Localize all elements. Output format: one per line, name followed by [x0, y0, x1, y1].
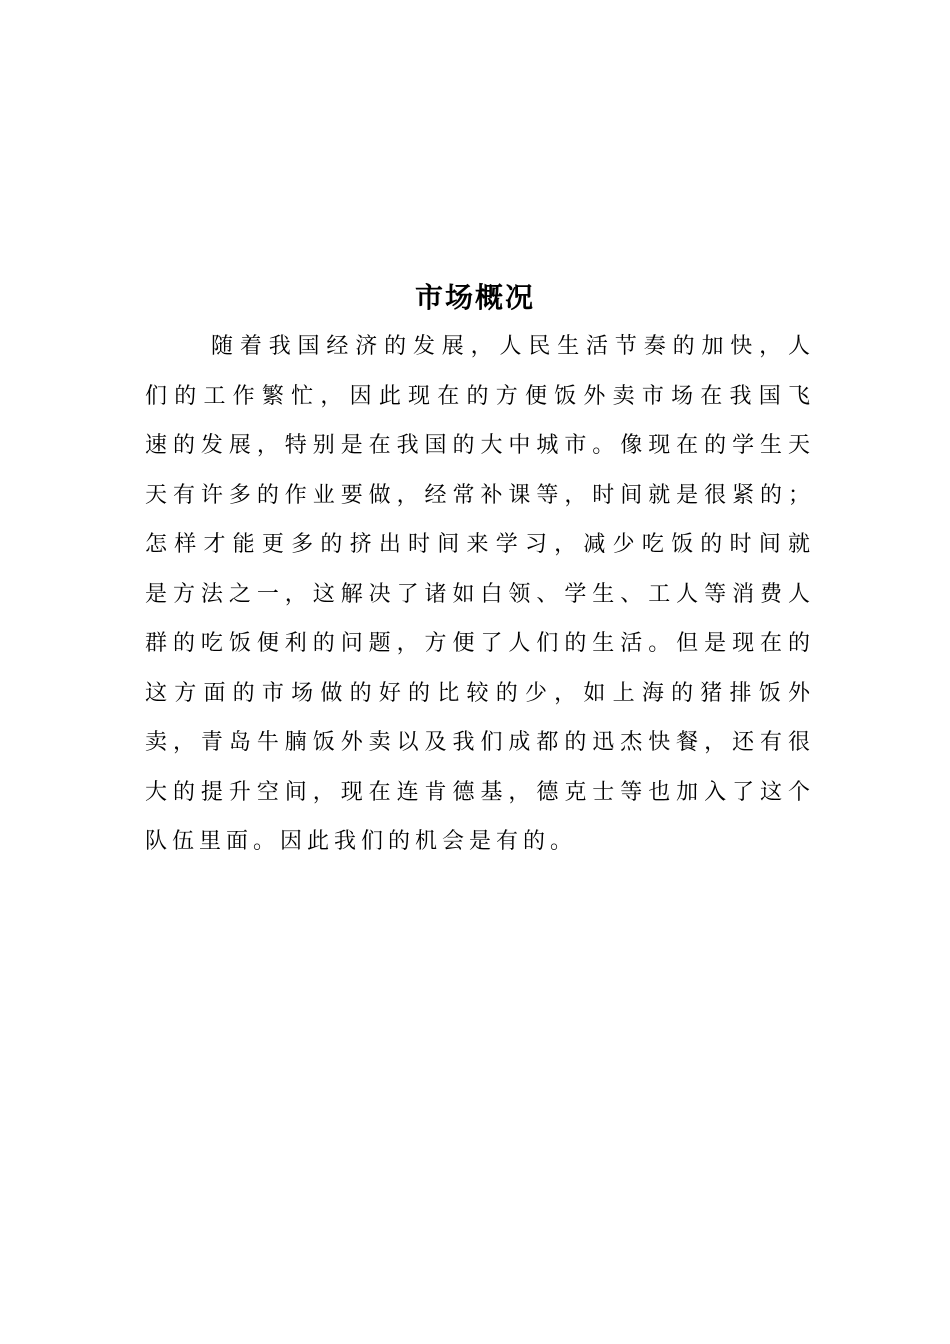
paragraph-line: 大的提升空间，现在连肯德基，德克士等也加入了这个	[145, 779, 810, 805]
body-paragraph	[145, 322, 810, 867]
paragraph-line: 们的工作繁忙，因此现在的方便饭外卖市场在我国飞	[145, 383, 810, 409]
section-title: 市场概况	[414, 281, 535, 314]
paragraph-line: 怎样才能更多的挤出时间来学习，减少吃饭的时间就	[145, 532, 810, 557]
paragraph-line: 卖，青岛牛腩饭外卖以及我们成都的迅杰快餐，还有很	[145, 730, 810, 755]
paragraph-line: 是方法之一，这解决了诸如白领、学生、工人等消费人	[145, 581, 810, 607]
paragraph-line: 这方面的市场做的好的比较的少，如上海的猪排饭外	[145, 680, 810, 706]
paragraph-line: 天有许多的作业要做，经常补课等，时间就是很紧的；	[145, 482, 810, 508]
paragraph-line: 群的吃饭便利的问题，方便了人们的生活。但是现在的	[145, 631, 810, 656]
paragraph-line: 队伍里面。因此我们的机会是有的。	[145, 829, 578, 854]
paragraph-line: 随着我国经济的发展，人民生活节奏的加快，人	[211, 334, 810, 359]
paragraph-line: 速的发展，特别是在我国的大中城市。像现在的学生天	[145, 433, 810, 458]
